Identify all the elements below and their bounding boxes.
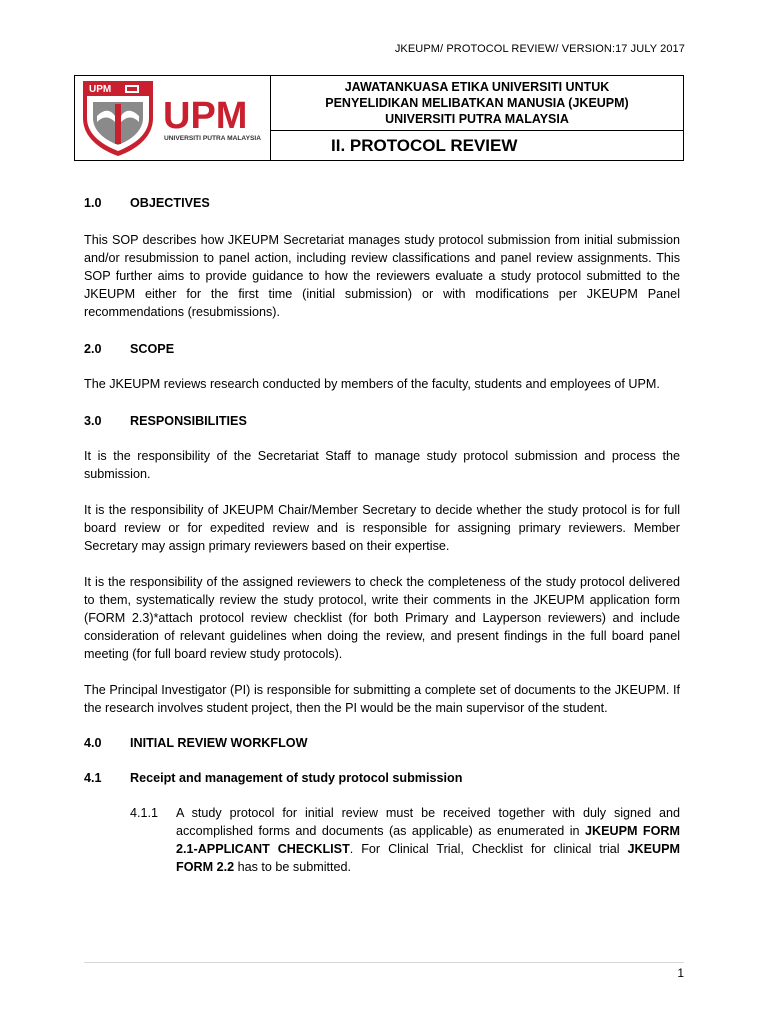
clause-4-1-1 xyxy=(84,804,680,876)
section-title: OBJECTIVES xyxy=(130,196,210,210)
upm-crest-icon xyxy=(75,76,269,160)
responsibility-pi-paragraph: The Principal Investigator (PI) is responsible for submitting a complete set of documents to the JKEUPM. If the research involves student project, then the PI would be the main supervisor of the student. xyxy=(84,683,680,715)
clause-number: 4.1.1 xyxy=(130,806,159,820)
clinical-trial-form-ref: JKEUPM FORM 2.2 xyxy=(176,842,680,874)
section-title: INITIAL REVIEW WORKFLOW xyxy=(130,736,308,750)
committee-line-2: PENYELIDIKAN MELIBATKAN MANUSIA (JKEUPM) xyxy=(325,96,629,110)
clause-text xyxy=(176,804,680,876)
section-heading-objectives xyxy=(84,194,680,212)
section-title: SCOPE xyxy=(130,342,175,356)
logo-wordmark: UPM xyxy=(163,95,248,137)
responsibility-reviewers-paragraph: It is the responsibility of the assigned reviewers to check the completeness of the study protocol delivered to them, systematically review the study protocol, write their comments in the JKEUPM application form (FORM 2.3)*attach protocol review checklist (for both Primary and Layperson reviewers) and include consideration of relevant guidelines when doing the review, and present findings in the full board panel meeting (for full board review study protocols). xyxy=(84,575,680,661)
applicant-checklist-ref: JKEUPM FORM 2.1-APPLICANT CHECKLIST xyxy=(176,824,681,856)
title-cell xyxy=(271,76,683,160)
document-reference: JKEUPM/ PROTOCOL REVIEW/ VERSION:17 JULY 2017 xyxy=(394,43,685,55)
section-heading-responsibilities xyxy=(84,412,680,430)
section-number: 1.0 xyxy=(84,196,102,210)
subsection-title: Receipt and management of study protocol submission xyxy=(130,771,463,785)
document-body xyxy=(84,194,680,876)
section-heading-initial-review-workflow xyxy=(84,734,680,752)
section-number: 3.0 xyxy=(84,414,102,428)
committee-line-3: UNIVERSITI PUTRA MALAYSIA xyxy=(385,112,569,126)
responsibility-chair-paragraph: It is the responsibility of JKEUPM Chair/Member Secretary to decide whether the study protocol is for full board review or for expedited review and is responsible for assigning primary reviewers. Member Secretary may assign primary reviewers based on their expertise. xyxy=(84,503,680,553)
section-number: 4.0 xyxy=(84,736,102,750)
document-title: II. PROTOCOL REVIEW xyxy=(331,135,518,155)
committee-line-1: JAWATANKUASA ETIKA UNIVERSITI UNTUK xyxy=(344,80,610,94)
subsection-number: 4.1 xyxy=(84,771,102,785)
clause-text-part-1: A study protocol for initial review must be received together with duly signed and accomplished forms and documents (as applicable) as enumerated in xyxy=(176,806,680,838)
section-heading-scope xyxy=(84,340,680,358)
committee-name xyxy=(271,76,683,131)
badge-text: UPM xyxy=(89,84,112,95)
logo-tagline: UNIVERSITI PUTRA MALAYSIA xyxy=(164,135,261,142)
section-title: RESPONSIBILITIES xyxy=(130,414,247,428)
clause-text-part-2: . For Clinical Trial, Checklist for clinical trial xyxy=(349,842,628,856)
clause-text-part-3: has to be submitted. xyxy=(234,860,352,874)
scope-paragraph: The JKEUPM reviews research conducted by members of the faculty, students and employees of UPM. xyxy=(84,377,660,391)
page-number: 1 xyxy=(677,966,684,980)
responsibility-secretariat-paragraph: It is the responsibility of the Secretariat Staff to manage study protocol submission and process the submission. xyxy=(84,449,680,481)
subsection-heading-receipt xyxy=(84,769,680,787)
objectives-paragraph: This SOP describes how JKEUPM Secretariat manages study protocol submission from initial submission and/or resubmission to panel action, including review classifications and panel review assignments. This SOP further aims to provide guidance to how the reviewers evaluate a study protocol submitted to the JKEUPM either for the first time (initial submission) or with modifications per JKEUPM Panel recommendations (resubmissions). xyxy=(84,233,680,319)
title-box xyxy=(74,75,684,161)
upm-logo xyxy=(75,76,271,160)
footer-divider xyxy=(84,962,684,963)
section-number: 2.0 xyxy=(84,342,102,356)
